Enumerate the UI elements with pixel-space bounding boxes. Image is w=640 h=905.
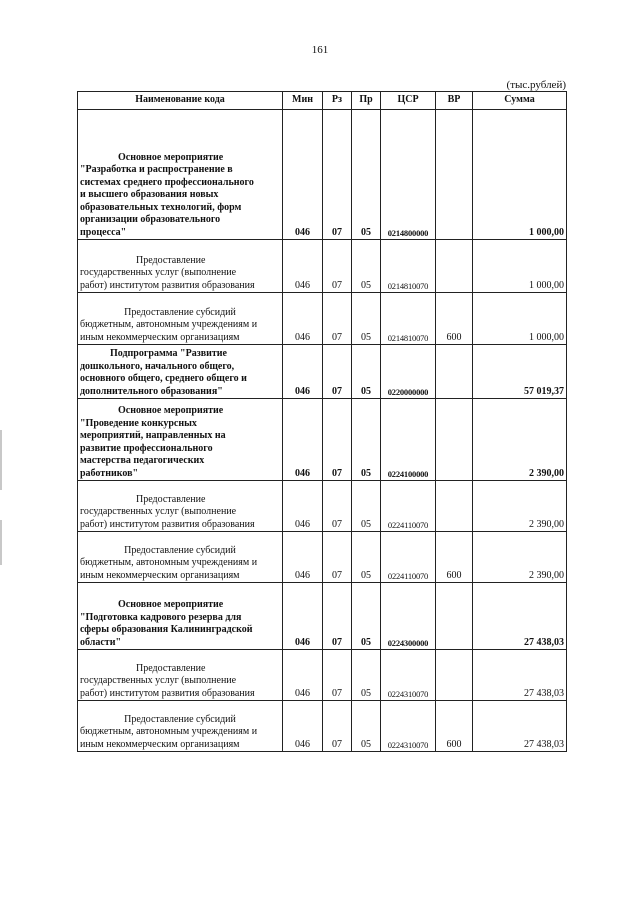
header-sum: Сумма (473, 92, 567, 110)
header-rz: Рз (323, 92, 352, 110)
row-sum: 2 390,00 (473, 532, 567, 583)
row-rz: 07 (323, 293, 352, 345)
row-rz: 07 (323, 345, 352, 399)
row-vr: 600 (436, 293, 473, 345)
row-name (78, 399, 283, 481)
row-sum: 1 000,00 (473, 110, 567, 240)
row-rz: 07 (323, 701, 352, 752)
row-sum: 1 000,00 (473, 293, 567, 345)
row-name-line: Предоставление субсидий (124, 306, 236, 318)
row-rz: 07 (323, 399, 352, 481)
row-name-line: мастерства педагогических (80, 455, 205, 466)
row-name-line: государственных услуг (выполнение (80, 675, 237, 686)
row-name (78, 532, 283, 583)
row-name (78, 110, 283, 240)
row-name-line: работ) институтом развития образования (80, 687, 255, 699)
row-pr: 05 (352, 293, 381, 345)
row-rz: 07 (323, 240, 352, 293)
row-min: 046 (283, 110, 323, 240)
row-min: 046 (283, 701, 323, 752)
row-name (78, 583, 283, 650)
row-sum: 27 438,03 (473, 701, 567, 752)
budget-table (77, 91, 567, 752)
row-name-line: иным некоммерческим организациям (80, 738, 240, 750)
row-min: 046 (283, 583, 323, 650)
row-name-line: бюджетным, автономным учреждениям и (80, 319, 258, 330)
row-vr (436, 110, 473, 240)
row-sum: 27 438,03 (473, 650, 567, 701)
table-row (78, 532, 567, 583)
row-pr: 05 (352, 345, 381, 399)
row-name-line: государственных услуг (выполнение (80, 506, 237, 517)
scan-margin-mark (0, 430, 2, 490)
row-vr (436, 399, 473, 481)
table-row (78, 583, 567, 650)
row-csr: 0224110070 (381, 481, 436, 532)
row-name-line: основного общего, среднего общего и (80, 373, 247, 384)
row-name (78, 481, 283, 532)
row-name (78, 650, 283, 701)
row-name (78, 345, 283, 399)
row-name-line: "Разработка и распространение в (80, 164, 233, 175)
row-name-line: работ) институтом развития образования (80, 279, 255, 291)
row-csr: 0224110070 (381, 532, 436, 583)
row-vr (436, 240, 473, 293)
row-min: 046 (283, 293, 323, 345)
row-sum: 2 390,00 (473, 399, 567, 481)
row-rz: 07 (323, 650, 352, 701)
row-name-line: Основное мероприятие (118, 599, 224, 610)
header-pr: Пр (352, 92, 381, 110)
row-csr: 0224310070 (381, 701, 436, 752)
row-name-line: и высшего образования новых (80, 189, 219, 200)
header-vr: ВР (436, 92, 473, 110)
row-csr: 0214810070 (381, 240, 436, 293)
row-vr (436, 481, 473, 532)
table-row (78, 701, 567, 752)
row-vr (436, 345, 473, 399)
row-min: 046 (283, 345, 323, 399)
row-name-line: Предоставление (136, 493, 206, 505)
row-name-line: "Подготовка кадрового резерва для (80, 611, 242, 623)
row-pr: 05 (352, 532, 381, 583)
table-row (78, 345, 567, 399)
table-row (78, 293, 567, 345)
row-name-line: образовательных технологий, форм (80, 201, 242, 213)
row-csr: 0220000000 (381, 345, 436, 399)
row-name-line: мероприятий, направленных на (80, 430, 226, 441)
row-name-line: процесса" (80, 226, 127, 238)
row-name-line: Основное мероприятие (118, 405, 224, 416)
row-name-line: Подпрограмма "Развитие (110, 348, 227, 359)
row-name-line: иным некоммерческим организациям (80, 569, 240, 581)
row-min: 046 (283, 532, 323, 583)
row-min: 046 (283, 650, 323, 701)
row-csr: 0224100000 (381, 399, 436, 481)
row-sum: 27 438,03 (473, 583, 567, 650)
row-name-line: "Проведение конкурсных (80, 417, 197, 429)
row-min: 046 (283, 481, 323, 532)
row-sum: 57 019,37 (473, 345, 567, 399)
table-row (78, 240, 567, 293)
row-pr: 05 (352, 583, 381, 650)
row-name-line: работ) институтом развития образования (80, 518, 255, 530)
row-name-line: Предоставление (136, 662, 206, 674)
page-number: 161 (311, 44, 329, 56)
row-name-line: бюджетным, автономным учреждениям и (80, 726, 258, 737)
row-vr (436, 650, 473, 701)
row-name (78, 701, 283, 752)
row-pr: 05 (352, 110, 381, 240)
row-pr: 05 (352, 399, 381, 481)
row-name-line: работников" (80, 467, 139, 479)
row-pr: 05 (352, 701, 381, 752)
row-name-line: Предоставление субсидий (124, 544, 236, 556)
scan-margin-mark (0, 520, 2, 565)
table-row (78, 110, 567, 240)
row-sum: 2 390,00 (473, 481, 567, 532)
row-min: 046 (283, 240, 323, 293)
row-csr: 0224300000 (381, 583, 436, 650)
row-name (78, 240, 283, 293)
row-name-line: дополнительного образования" (80, 385, 223, 397)
row-vr: 600 (436, 701, 473, 752)
header-min: Мин (283, 92, 323, 110)
row-vr (436, 583, 473, 650)
row-name-line: развитие профессионального (80, 442, 213, 454)
row-name-line: Предоставление (136, 254, 206, 266)
row-rz: 07 (323, 583, 352, 650)
header-name: Наименование кода (78, 92, 283, 110)
row-name-line: системах среднего профессионального (80, 176, 254, 188)
row-name-line: иным некоммерческим организациям (80, 331, 240, 343)
row-name-line: государственных услуг (выполнение (80, 267, 237, 278)
row-rz: 07 (323, 481, 352, 532)
row-name-line: бюджетным, автономным учреждениям и (80, 557, 258, 568)
row-csr: 0224310070 (381, 650, 436, 701)
row-vr: 600 (436, 532, 473, 583)
row-name-line: организации образовательного (80, 214, 221, 225)
row-csr: 0214810070 (381, 293, 436, 345)
row-pr: 05 (352, 650, 381, 701)
row-min: 046 (283, 399, 323, 481)
row-name (78, 293, 283, 345)
header-csr: ЦСР (381, 92, 436, 110)
units-label: (тыс.рублей) (506, 79, 566, 91)
row-rz: 07 (323, 532, 352, 583)
row-name-line: Предоставление субсидий (124, 713, 236, 725)
table-header-row (78, 92, 567, 110)
row-pr: 05 (352, 240, 381, 293)
row-name-line: сферы образования Калининградской (80, 624, 253, 635)
row-name-line: области" (80, 636, 122, 648)
table-row (78, 481, 567, 532)
row-name-line: дошкольного, начального общего, (80, 360, 235, 372)
row-sum: 1 000,00 (473, 240, 567, 293)
table-row (78, 650, 567, 701)
row-name-line: Основное мероприятие (118, 151, 224, 163)
row-pr: 05 (352, 481, 381, 532)
row-csr: 0214800000 (381, 110, 436, 240)
table-row (78, 399, 567, 481)
row-rz: 07 (323, 110, 352, 240)
